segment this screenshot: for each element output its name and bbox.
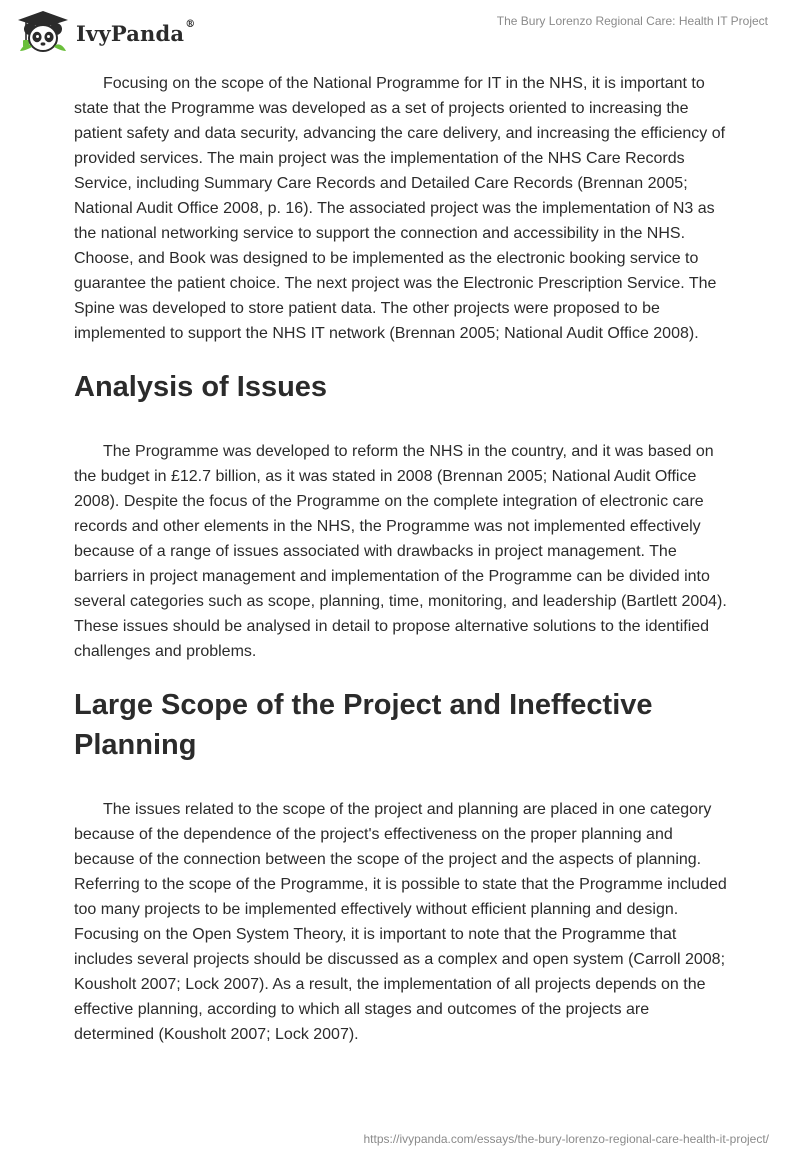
ivypanda-logo[interactable] <box>14 7 195 55</box>
paragraph-national-programme: Focusing on the scope of the National Programme for IT in the NHS, it is important to state that the Programme was developed as a set of projects oriented to increasing the patient safety and data security, advancing the care delivery, and increasing the efficiency of provided services. The main project was the implementation of the NHS Care Records Service, including Summary Care Records and Detailed Care Records (Brennan 2005; National Audit Office 2008, p. 16). The associated project was the implementation of N3 as the national networking service to support the connection and accessibility in the NHS. Choose, and Book was designed to be implemented as the electronic booking service to guarantee the patient choice. The next project was the Electronic Prescription Service. The Spine was developed to store patient data. The other projects were proposed to be implemented to support the NHS IT network (Brennan 2005; National Audit Office 2008). <box>74 75 726 342</box>
logo-wordmark: IvyPanda® <box>76 18 196 46</box>
page-header <box>0 0 800 60</box>
document-title: The Bury Lorenzo Regional Care: Health IT Project <box>496 14 768 28</box>
heading-analysis-of-issues: Analysis of Issues <box>74 371 328 403</box>
source-url-link[interactable]: https://ivypanda.com/essays/the-bury-lorenzo-regional-care-health-it-project/ <box>363 1132 769 1146</box>
paragraph-scope-planning: The issues related to the scope of the project and planning are placed in one category because of the dependence of the project's effectiveness on the proper planning and because of the connection between the scope of the project and the aspects of planning. Referring to the scope of the Programme, it is possible to state that the Programme included too many projects to be implemented effectively without efficient planning and design. Focusing on the Open System Theory, it is important to note that the Programme that includes several projects should be discussed as a complex and open system (Carroll 2008; Kousholt 2007; Lock 2007). As a result, the implementation of all projects depends on the effective planning, according to which all stages and outcomes of the projects are determined (Kousholt 2007; Lock 2007). <box>74 801 727 1043</box>
panda-graduate-icon <box>14 7 72 55</box>
heading-large-scope: Large Scope of the Project and Ineffective Planning <box>74 689 653 761</box>
essay-content <box>74 71 730 1047</box>
paragraph-analysis: The Programme was developed to reform the NHS in the country, and it was based on the budget in £12.7 billion, as it was stated in 2008 (Brennan 2005; National Audit Office 2008). Despite the focus of the Programme on the complete integration of electronic care records and other elements in the NHS, the Programme was not implemented effectively because of a range of issues associated with drawbacks in project management. The barriers in project management and implementation of the Programme can be divided into several categories such as scope, planning, time, monitoring, and leadership (Bartlett 2004). These issues should be analysed in detail to propose alternative solutions to the identified challenges and problems. <box>74 443 727 660</box>
registered-mark: ® <box>185 18 196 30</box>
